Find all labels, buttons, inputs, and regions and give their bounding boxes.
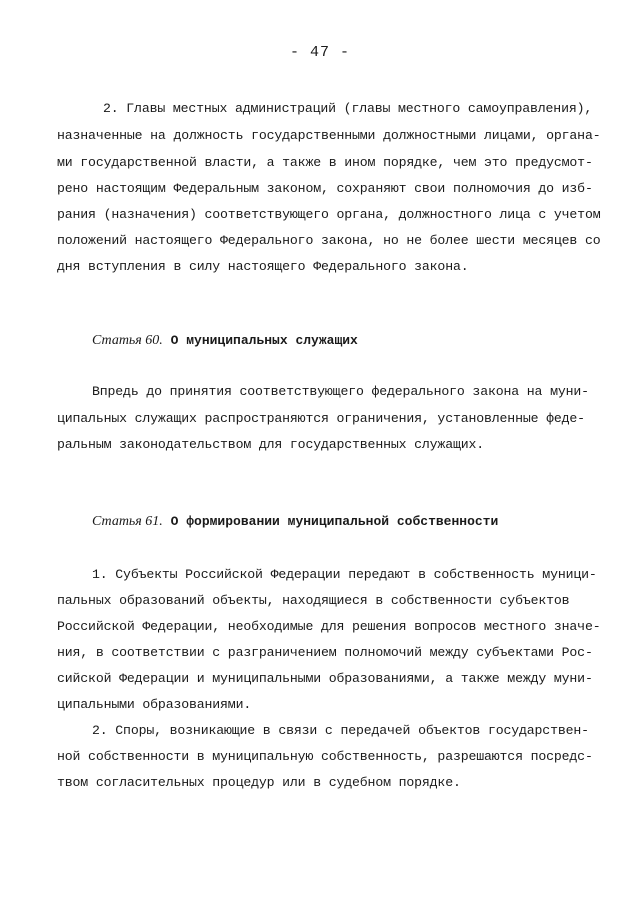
article-label: Статья 60. (92, 333, 163, 348)
text-line: рено настоящим Федеральным законом, сохраняют свои полномочия до изб- (57, 181, 593, 196)
text-line: рания (назначения) соответствующего органа, должностного лица с учетом (57, 207, 601, 222)
article-label: Статья 61. (92, 514, 163, 529)
text-line: назначенные на должность государственными должностными лицами, органа- (57, 128, 601, 143)
text-line: 1. Субъекты Российской Федерации передают в собственность муници- (92, 567, 597, 582)
text-line: ми государственной власти, а также в ином порядке, чем это предусмот- (57, 155, 593, 170)
text-line: положений настоящего Федерального закона, но не более шести месяцев со (57, 233, 601, 248)
text-line: твом согласительных процедур или в судебном порядке. (57, 775, 461, 790)
article-title: О формировании муниципальной собственности (170, 514, 499, 529)
text-line: ния, в соответствии с разграничением полномочий между субъектами Рос- (57, 645, 593, 660)
page-number: - 47 - (289, 44, 350, 61)
article-60-heading (92, 333, 358, 349)
text-line: ральным законодательством для государственных служащих. (57, 437, 485, 452)
article-61-heading (92, 514, 498, 530)
text-line: дня вступления в силу настоящего Федерального закона. (57, 259, 469, 274)
text-line: 2. Главы местных администраций (главы местного самоуправления), (103, 101, 593, 116)
text-line: ной собственности в муниципальную собственность, разрешаются посредс- (57, 749, 593, 764)
text-line: пальных образований объекты, находящиеся в собственности субъектов (57, 593, 570, 608)
article-title: О муниципальных служащих (170, 333, 358, 348)
text-line: ципальными образованиями. (57, 697, 252, 712)
text-line: 2. Споры, возникающие в связи с передачей объектов государствен- (92, 723, 589, 738)
text-line: ципальных служащих распространяются ограничения, установленные феде- (57, 411, 585, 426)
text-line: Российской Федерации, необходимые для решения вопросов местного значе- (57, 619, 601, 634)
text-line: Впредь до принятия соответствующего федерального закона на муни- (92, 384, 589, 399)
text-line: сийской Федерации и муниципальными образованиями, а также между муни- (57, 671, 593, 686)
